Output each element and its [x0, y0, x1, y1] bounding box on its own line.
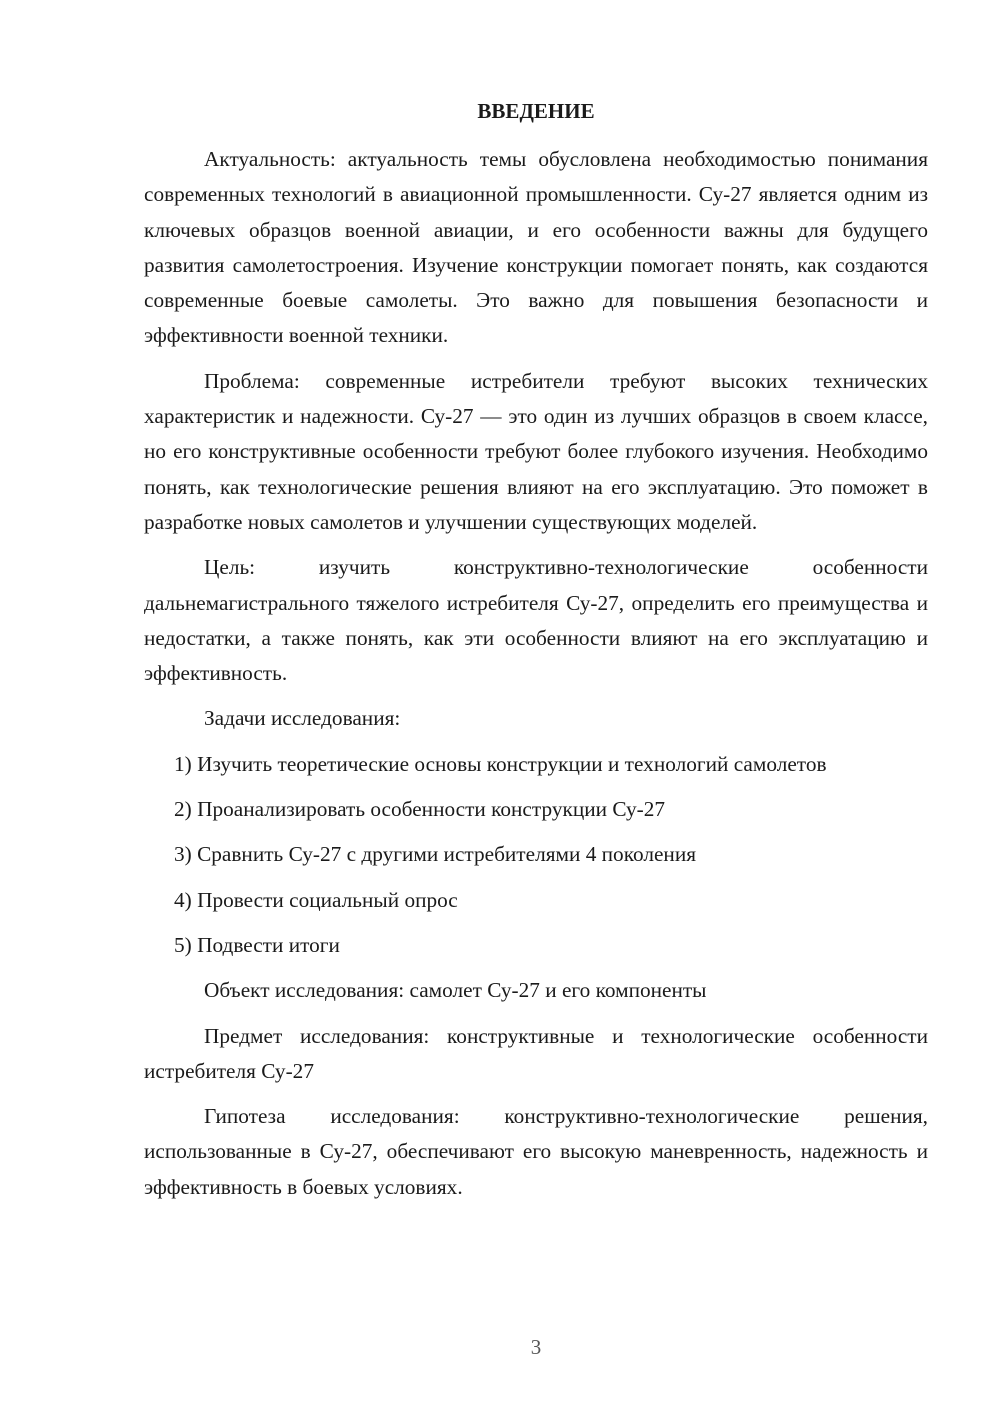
task-item-1: 1) Изучить теоретические основы конструкции и технологий самолетов [174, 751, 827, 776]
task-item-5: 5) Подвести итоги [174, 932, 340, 957]
task-item-3: 3) Сравнить Су-27 с другими истребителями 4 поколения [174, 842, 697, 867]
task-item-4: 4) Провести социальный опрос [174, 887, 458, 912]
document-page [144, 0, 928, 1414]
paragraph-problem: Проблема: современные истребители требуют высоких технических характеристик и надежности. Су-27 — это один из лучших образцов в своем классе, но его конструктивные особенности требуют более глубокого изучения. Необходимо понять, как технологические решения влияют на его эксплуатацию. Это поможет в разработке новых самолетов и улучшении существующих моделей. [144, 368, 928, 534]
paragraph-hypothesis: Гипотеза исследования: конструктивно-технологические решения, использованные в Су-27, обеспечивают его высокую маневренность, надежность и эффективность в боевых условиях. [144, 1104, 928, 1199]
page-number: 3 [530, 1335, 542, 1359]
paragraph-relevance: Актуальность: актуальность темы обусловлена необходимостью понимания современных технологий в авиационной промышленности. Су-27 является одним из ключевых образцов военной авиации, и его особенности важны для будущего развития самолетостроения. Изучение конструкции помогает понять, как создаются современные боевые самолеты. Это важно для повышения безопасности и эффективности военной техники. [144, 147, 928, 348]
paragraph-goal: Цель: изучить конструктивно-технологические особенности дальнемагистрального тяжелого истребителя Су-27, определить его преимущества и недостатки, а также понять, как эти особенности влияют на его эксплуатацию и эффективность. [144, 555, 928, 686]
paragraph-subject: Предмет исследования: конструктивные и технологические особенности истребителя Су-27 [144, 1023, 928, 1083]
document-body [144, 142, 928, 1205]
document-title: ВВЕДЕНИЕ [477, 99, 595, 123]
task-item-2: 2) Проанализировать особенности конструкции Су-27 [174, 797, 666, 822]
paragraph-object: Объект исследования: самолет Су-27 и его компоненты [204, 978, 707, 1003]
tasks-heading: Задачи исследования: [204, 706, 401, 731]
